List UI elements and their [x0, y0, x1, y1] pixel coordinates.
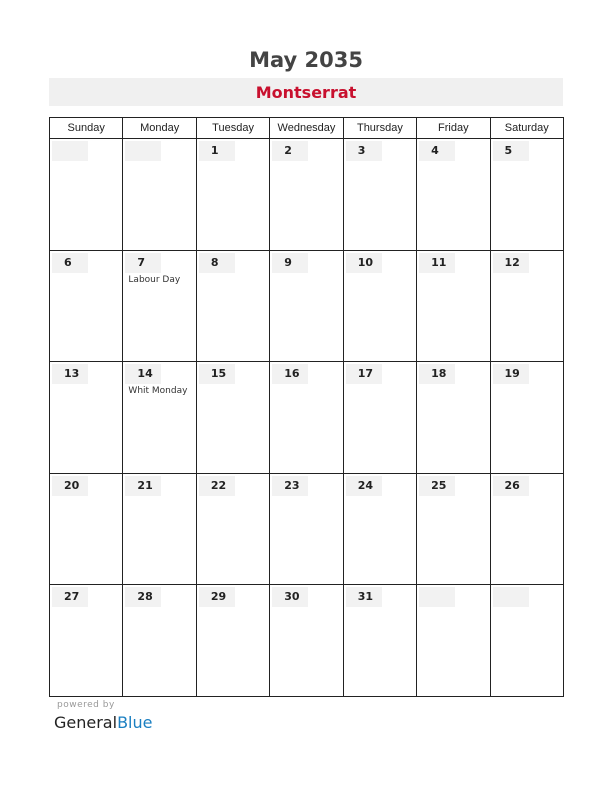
calendar-grid	[49, 117, 564, 697]
day-cell	[490, 250, 563, 362]
day-cell	[490, 362, 563, 474]
holiday-label: Whit Monday	[128, 386, 188, 397]
day-number: 14	[125, 364, 161, 384]
day-number: 13	[52, 364, 88, 384]
day-number	[52, 141, 88, 161]
weekday-header-row	[50, 118, 564, 139]
day-cell	[50, 250, 123, 362]
page-title: May 2035	[249, 48, 363, 72]
day-number: 21	[125, 476, 161, 496]
day-number: 30	[272, 587, 308, 607]
day-cell	[343, 362, 416, 474]
day-number: 11	[419, 253, 455, 273]
brand-text-general: General	[54, 713, 118, 732]
day-number	[125, 141, 161, 161]
day-number: 1	[199, 141, 235, 161]
day-number: 29	[199, 587, 235, 607]
day-number: 6	[52, 253, 88, 273]
weekday-header: Monday	[123, 118, 196, 139]
week-row	[50, 585, 564, 697]
day-number: 15	[199, 364, 235, 384]
day-number: 17	[346, 364, 382, 384]
day-cell	[123, 139, 196, 251]
day-cell	[417, 362, 490, 474]
day-number: 16	[272, 364, 308, 384]
day-number: 22	[199, 476, 235, 496]
day-number: 19	[493, 364, 529, 384]
day-number: 26	[493, 476, 529, 496]
region-banner	[49, 78, 563, 106]
day-number: 5	[493, 141, 529, 161]
day-cell	[196, 250, 269, 362]
day-cell	[50, 473, 123, 585]
week-row	[50, 473, 564, 585]
weekday-header: Wednesday	[270, 118, 343, 139]
day-cell	[123, 362, 196, 474]
day-cell	[343, 585, 416, 697]
week-row	[50, 250, 564, 362]
weekday-header: Friday	[417, 118, 490, 139]
day-cell	[270, 585, 343, 697]
day-number: 18	[419, 364, 455, 384]
day-number: 25	[419, 476, 455, 496]
day-cell	[270, 139, 343, 251]
brand-text-blue: Blue	[117, 713, 153, 732]
day-cell	[196, 362, 269, 474]
day-cell	[270, 473, 343, 585]
day-number: 9	[272, 253, 308, 273]
weekday-header: Sunday	[50, 118, 123, 139]
day-number: 2	[272, 141, 308, 161]
brand-logo	[54, 713, 152, 732]
day-number: 12	[493, 253, 529, 273]
holiday-label: Labour Day	[128, 274, 181, 285]
week-row	[50, 362, 564, 474]
day-cell	[270, 250, 343, 362]
day-cell	[123, 585, 196, 697]
day-cell	[343, 250, 416, 362]
day-number: 4	[419, 141, 455, 161]
day-number: 10	[346, 253, 382, 273]
day-cell	[50, 139, 123, 251]
day-number	[419, 587, 455, 607]
day-cell	[123, 473, 196, 585]
day-number	[493, 587, 529, 607]
day-cell	[417, 139, 490, 251]
day-number: 31	[346, 587, 382, 607]
weekday-header: Tuesday	[196, 118, 269, 139]
day-cell	[196, 139, 269, 251]
day-number: 23	[272, 476, 308, 496]
day-cell	[490, 585, 563, 697]
calendar-body	[50, 139, 564, 697]
day-number: 28	[125, 587, 161, 607]
day-cell	[417, 250, 490, 362]
day-cell	[490, 139, 563, 251]
day-number: 27	[52, 587, 88, 607]
week-row	[50, 139, 564, 251]
weekday-header: Thursday	[343, 118, 416, 139]
day-cell	[123, 250, 196, 362]
powered-by-label: powered by	[57, 700, 115, 710]
day-number: 8	[199, 253, 235, 273]
day-cell	[417, 585, 490, 697]
day-cell	[50, 362, 123, 474]
day-number: 7	[125, 253, 161, 273]
weekday-header: Saturday	[490, 118, 563, 139]
day-cell	[196, 473, 269, 585]
day-cell	[343, 139, 416, 251]
day-cell	[343, 473, 416, 585]
day-number: 24	[346, 476, 382, 496]
day-cell	[50, 585, 123, 697]
day-number: 3	[346, 141, 382, 161]
day-cell	[490, 473, 563, 585]
day-cell	[417, 473, 490, 585]
day-cell	[270, 362, 343, 474]
region-name: Montserrat	[255, 83, 357, 102]
day-number: 20	[52, 476, 88, 496]
day-cell	[196, 585, 269, 697]
